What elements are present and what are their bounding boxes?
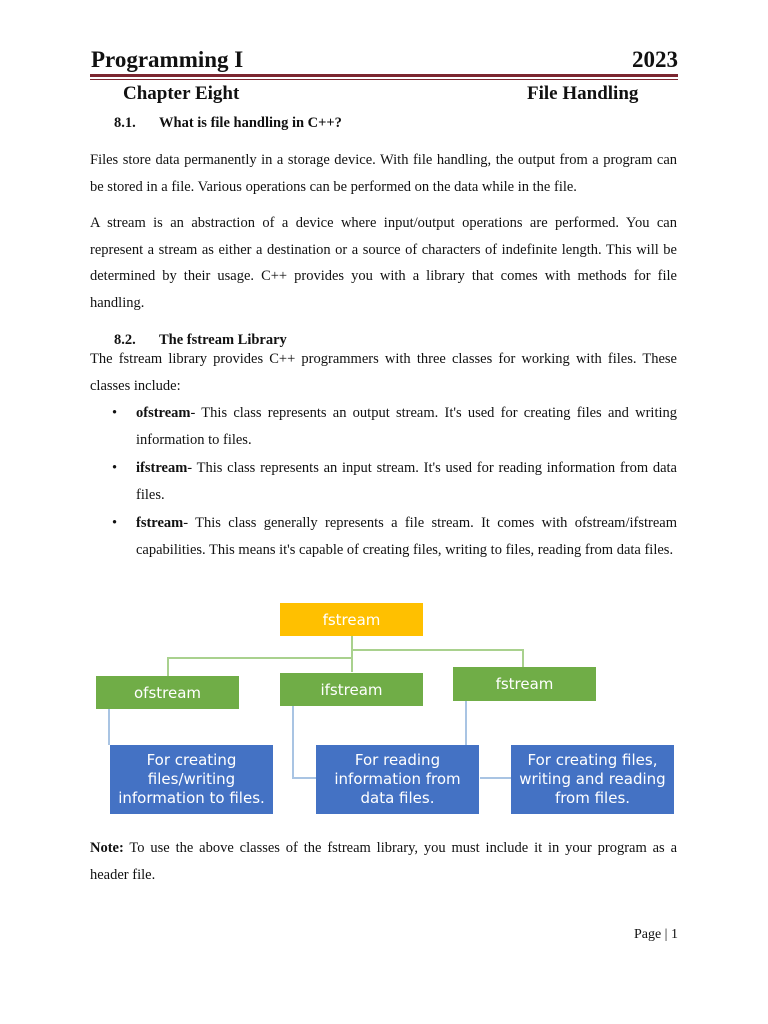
connector-line (351, 636, 353, 672)
section-number: 8.1. (114, 115, 136, 131)
connector-line (292, 777, 316, 779)
list-item (90, 400, 677, 454)
class-term: fstream (136, 515, 184, 531)
class-description: - This class represents an input stream. It's used for reading information from data files. (136, 460, 677, 503)
connector-line (522, 649, 524, 667)
list-item (90, 455, 677, 509)
connector-line (480, 777, 511, 779)
connector-line (108, 709, 110, 745)
paragraph-fstream-intro: The fstream library provides C++ programmers with three classes for working with files. These classes include: (90, 351, 677, 394)
diagram-desc-ifstream: For reading information from data files. (316, 745, 479, 814)
section-number: 8.2. (114, 332, 136, 348)
header-rule (90, 74, 678, 77)
header-rule-thin (90, 79, 678, 80)
note-label: Note: (90, 840, 124, 856)
bullet-icon: • (112, 405, 118, 421)
paragraph-stream: A stream is an abstraction of a device where input/output operations are performed. You can represent a stream as either a destination or a source of characters of indefinite length. This will be determined by their usage. C++ provides you with a library that comes with methods for file handling. (90, 215, 677, 311)
diagram-box-ofstream: ofstream (96, 676, 239, 709)
diagram-root-box: fstream (280, 603, 423, 636)
chapter-label: Chapter Eight (123, 83, 240, 104)
diagram-desc-fstream: For creating files, writing and reading from files. (511, 745, 674, 814)
class-term: ifstream (136, 460, 188, 476)
connector-line (167, 657, 169, 676)
class-description: - This class generally represents a file stream. It comes with ofstream/ifstream capabilities. This means it's capable of creating files, writing to files, reading from data files. (136, 515, 677, 558)
note-text: To use the above classes of the fstream library, you must include it in your program as a header file. (90, 840, 677, 883)
connector-line (292, 706, 294, 779)
bullet-icon: • (112, 515, 118, 531)
bullet-icon: • (112, 460, 118, 476)
list-item (90, 510, 677, 564)
document-year: 2023 (632, 47, 678, 72)
diagram-box-fstream: fstream (453, 667, 596, 701)
page-number: Page | 1 (633, 927, 678, 942)
class-list (90, 400, 677, 565)
diagram-desc-ofstream: For creating files/writing information to files. (110, 745, 273, 814)
note-paragraph (90, 835, 677, 888)
diagram-box-ifstream: ifstream (280, 673, 423, 706)
class-description: - This class represents an output stream. It's used for creating files and writing information to files. (136, 405, 677, 448)
section-title: What is file handling in C++? (159, 115, 342, 131)
document-title: Programming I (91, 47, 244, 72)
paragraph-files-store: Files store data permanently in a storage device. With file handling, the output from a program can be stored in a file. Various operations can be performed on the data while in the file. (90, 152, 677, 195)
chapter-title: File Handling (527, 83, 639, 104)
section-title: The fstream Library (159, 332, 287, 348)
connector-line (351, 649, 524, 651)
class-term: ofstream (136, 405, 191, 421)
connector-line (167, 657, 353, 659)
